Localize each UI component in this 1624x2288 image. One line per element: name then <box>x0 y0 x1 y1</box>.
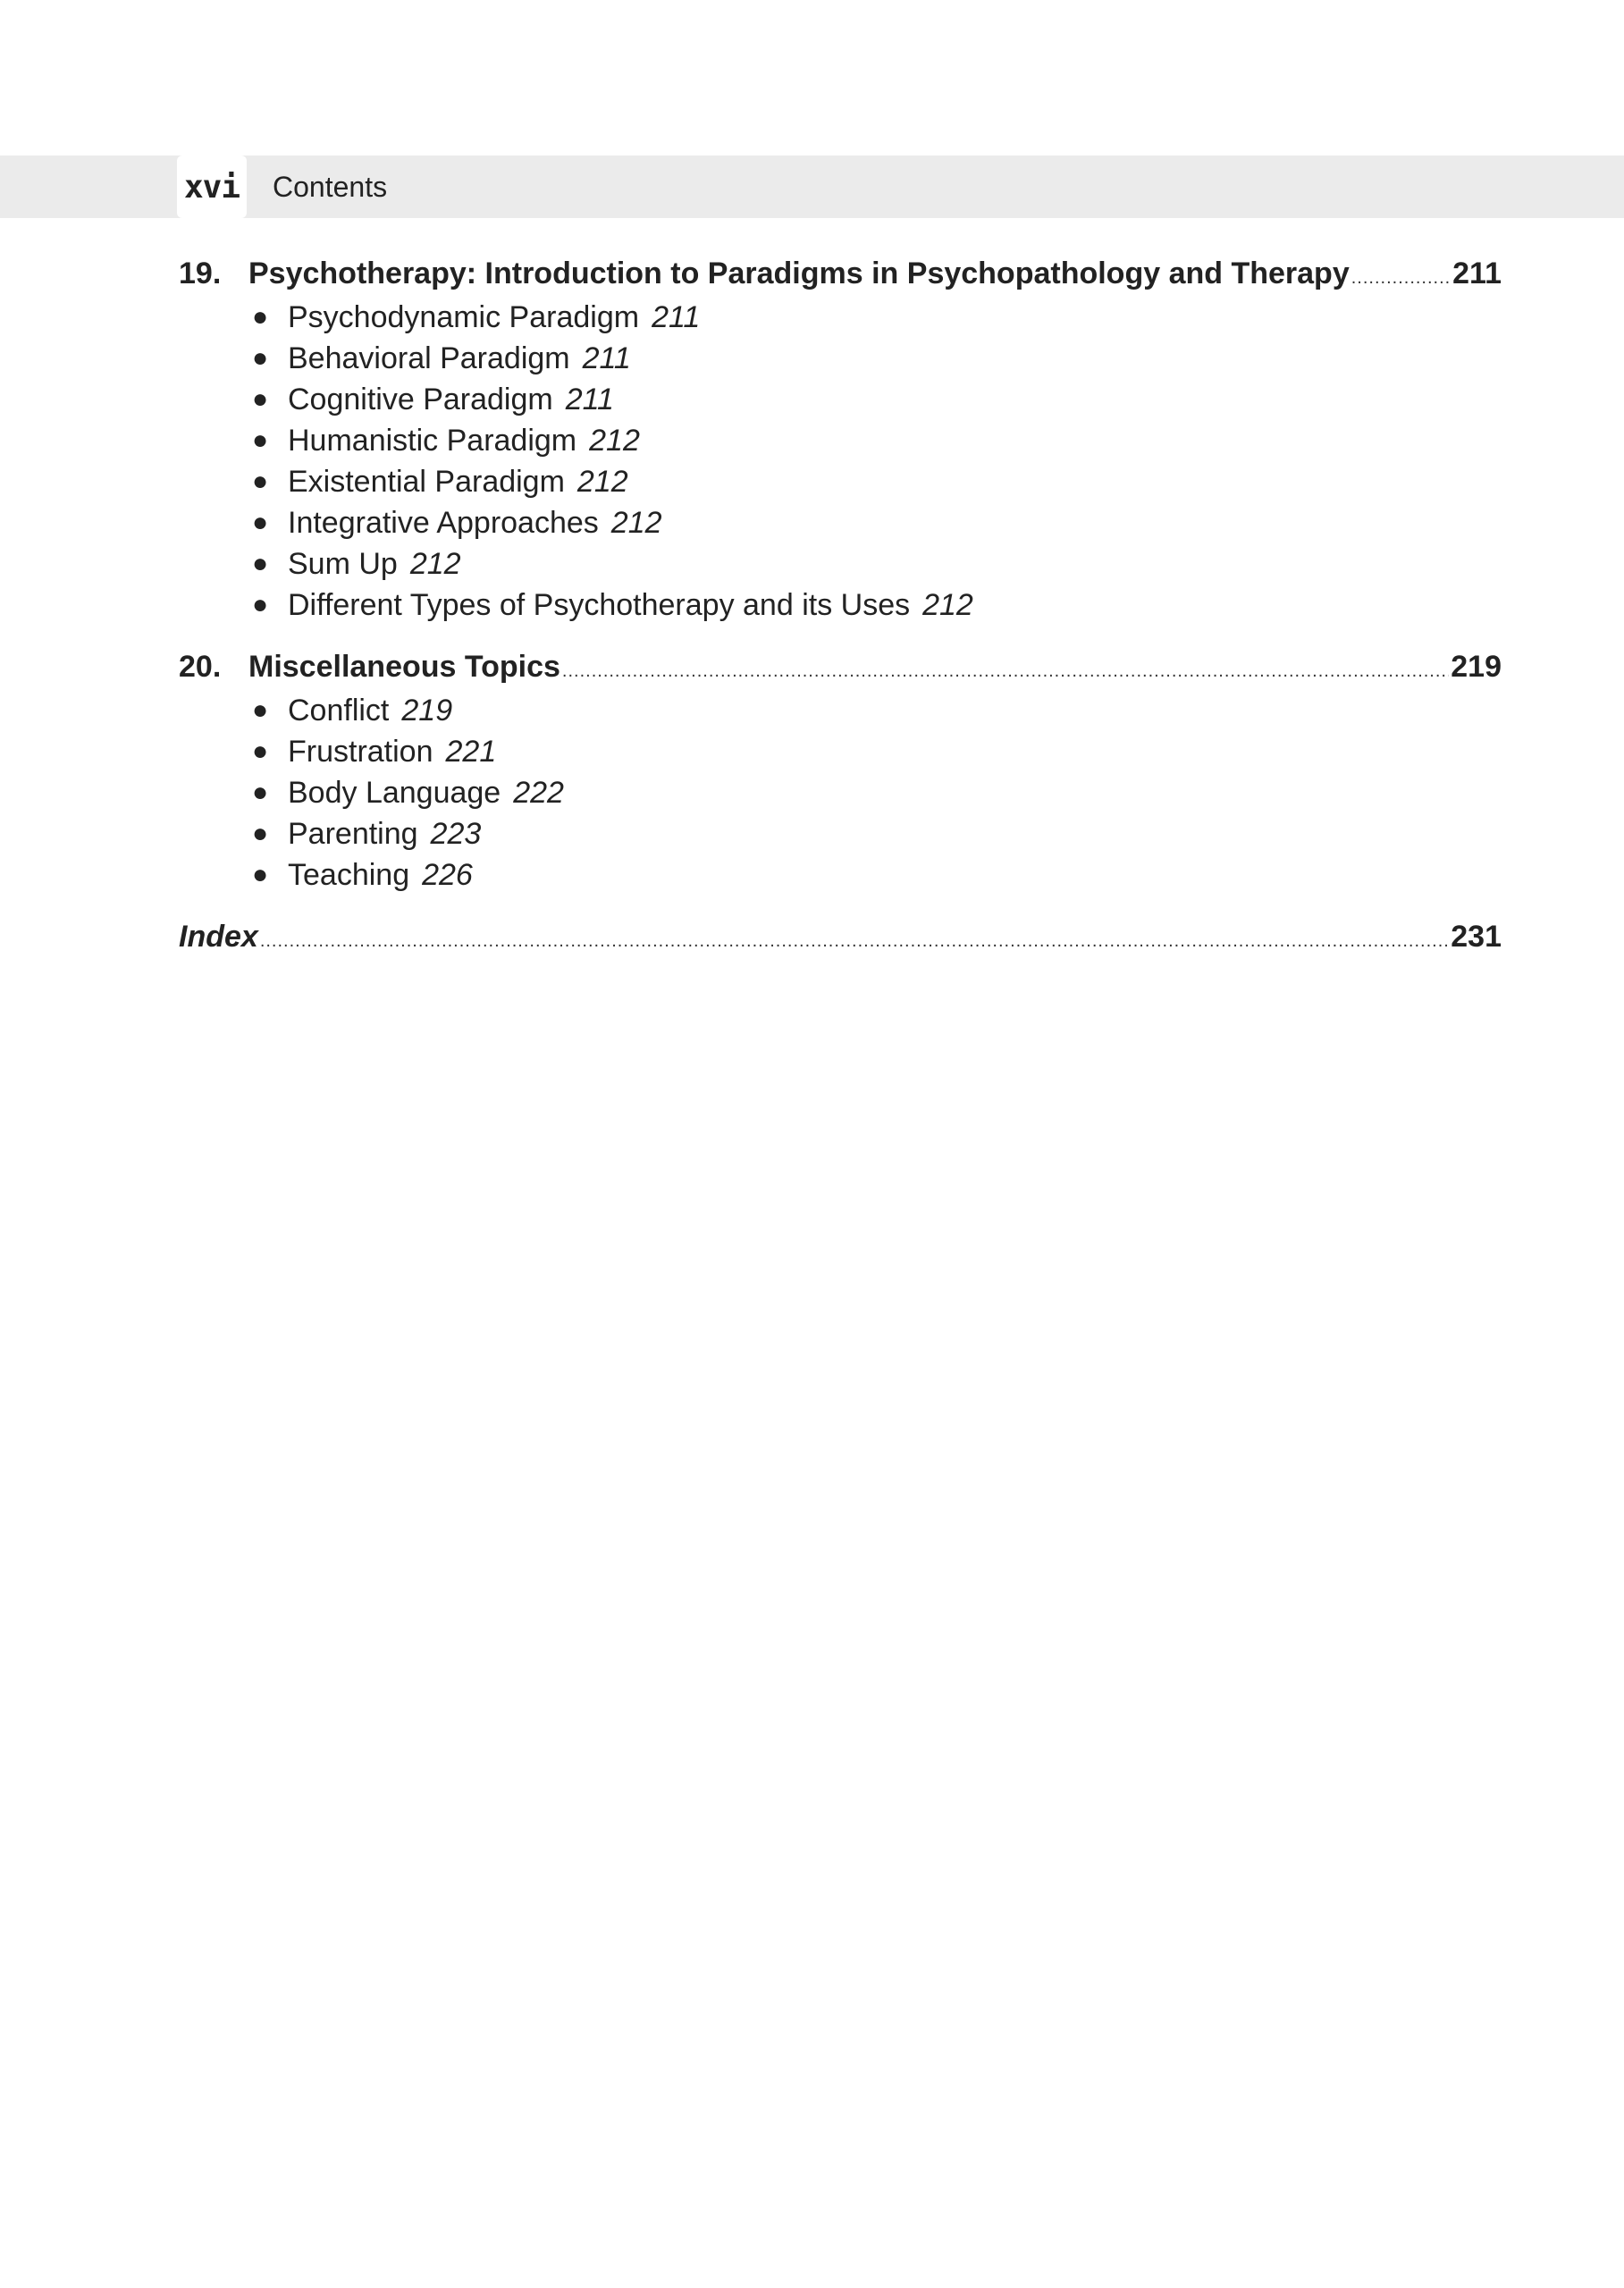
list-item[interactable] <box>179 813 1502 854</box>
list-item[interactable] <box>179 297 1502 338</box>
list-item[interactable] <box>179 543 1502 585</box>
chapter-number: 19. <box>179 257 222 290</box>
topic-label: Humanistic Paradigm <box>288 424 577 458</box>
topic-label: Sum Up <box>288 547 398 581</box>
chapter-page-number: 211 <box>1452 257 1502 290</box>
topic-page-number: 212 <box>409 547 461 581</box>
topic-page-number: 211 <box>652 300 701 334</box>
list-item[interactable] <box>179 502 1502 543</box>
topic-page-number: 222 <box>513 776 564 810</box>
list-item[interactable] <box>179 772 1502 813</box>
topic-label: Body Language <box>288 776 501 810</box>
topic-page-number: 223 <box>430 817 482 851</box>
topic-page-number: 212 <box>922 588 973 622</box>
bullet-icon: ● <box>252 467 269 496</box>
topic-page-number: 221 <box>445 735 497 769</box>
bullet-icon: ● <box>252 860 269 889</box>
dot-leader <box>260 918 1449 964</box>
topic-label: Different Types of Psychotherapy and its Uses <box>288 588 911 622</box>
bullet-icon: ● <box>252 695 269 725</box>
topic-label: Behavioral Paradigm <box>288 341 570 375</box>
bullet-icon: ● <box>252 590 269 619</box>
chapter-20-topic-list <box>179 690 1502 896</box>
topic-page-number: 226 <box>422 858 473 892</box>
bullet-icon: ● <box>252 302 269 332</box>
topic-page-number: 212 <box>589 424 640 458</box>
list-item[interactable] <box>179 731 1502 772</box>
topic-page-number: 212 <box>576 465 628 499</box>
list-item[interactable] <box>179 379 1502 420</box>
bullet-icon: ● <box>252 778 269 807</box>
index-page-number: 231 <box>1451 920 1502 954</box>
topic-label: Parenting <box>288 817 418 851</box>
topic-label: Integrative Approaches <box>288 506 599 540</box>
chapter-title: Miscellaneous Topics <box>248 650 560 684</box>
topic-page-number: 219 <box>401 694 453 728</box>
table-of-contents <box>179 250 1502 960</box>
chapter-20-entry[interactable] <box>179 644 1502 690</box>
topic-label: Existential Paradigm <box>288 465 565 499</box>
chapter-title: Psychotherapy: Introduction to Paradigms in Psychopathology and Therapy <box>248 257 1350 290</box>
list-item[interactable] <box>179 585 1502 626</box>
index-entry[interactable] <box>179 913 1502 960</box>
chapter-19-entry[interactable] <box>179 250 1502 297</box>
list-item[interactable] <box>179 461 1502 502</box>
dot-leader <box>562 648 1449 694</box>
topic-page-number: 212 <box>610 506 662 540</box>
topic-label: Conflict <box>288 694 390 728</box>
bullet-icon: ● <box>252 819 269 848</box>
list-item[interactable] <box>179 854 1502 896</box>
bullet-icon: ● <box>252 549 269 578</box>
topic-label: Frustration <box>288 735 433 769</box>
bullet-icon: ● <box>252 384 269 414</box>
index-title: Index <box>179 920 258 954</box>
bullet-icon: ● <box>252 508 269 537</box>
topic-label: Teaching <box>288 858 410 892</box>
topic-page-number: 211 <box>582 341 631 375</box>
topic-label: Psychodynamic Paradigm <box>288 300 640 334</box>
chapter-19-topic-list <box>179 297 1502 626</box>
bullet-icon: ● <box>252 736 269 766</box>
page-number: xvi <box>177 156 247 218</box>
chapter-number: 20. <box>179 650 222 684</box>
list-item[interactable] <box>179 690 1502 731</box>
topic-page-number: 211 <box>565 383 614 416</box>
bullet-icon: ● <box>252 425 269 455</box>
topic-label: Cognitive Paradigm <box>288 383 553 416</box>
chapter-page-number: 219 <box>1451 650 1502 684</box>
bullet-icon: ● <box>252 343 269 373</box>
dot-leader <box>1351 255 1451 301</box>
list-item[interactable] <box>179 338 1502 379</box>
running-title: Contents <box>273 171 388 203</box>
list-item[interactable] <box>179 420 1502 461</box>
